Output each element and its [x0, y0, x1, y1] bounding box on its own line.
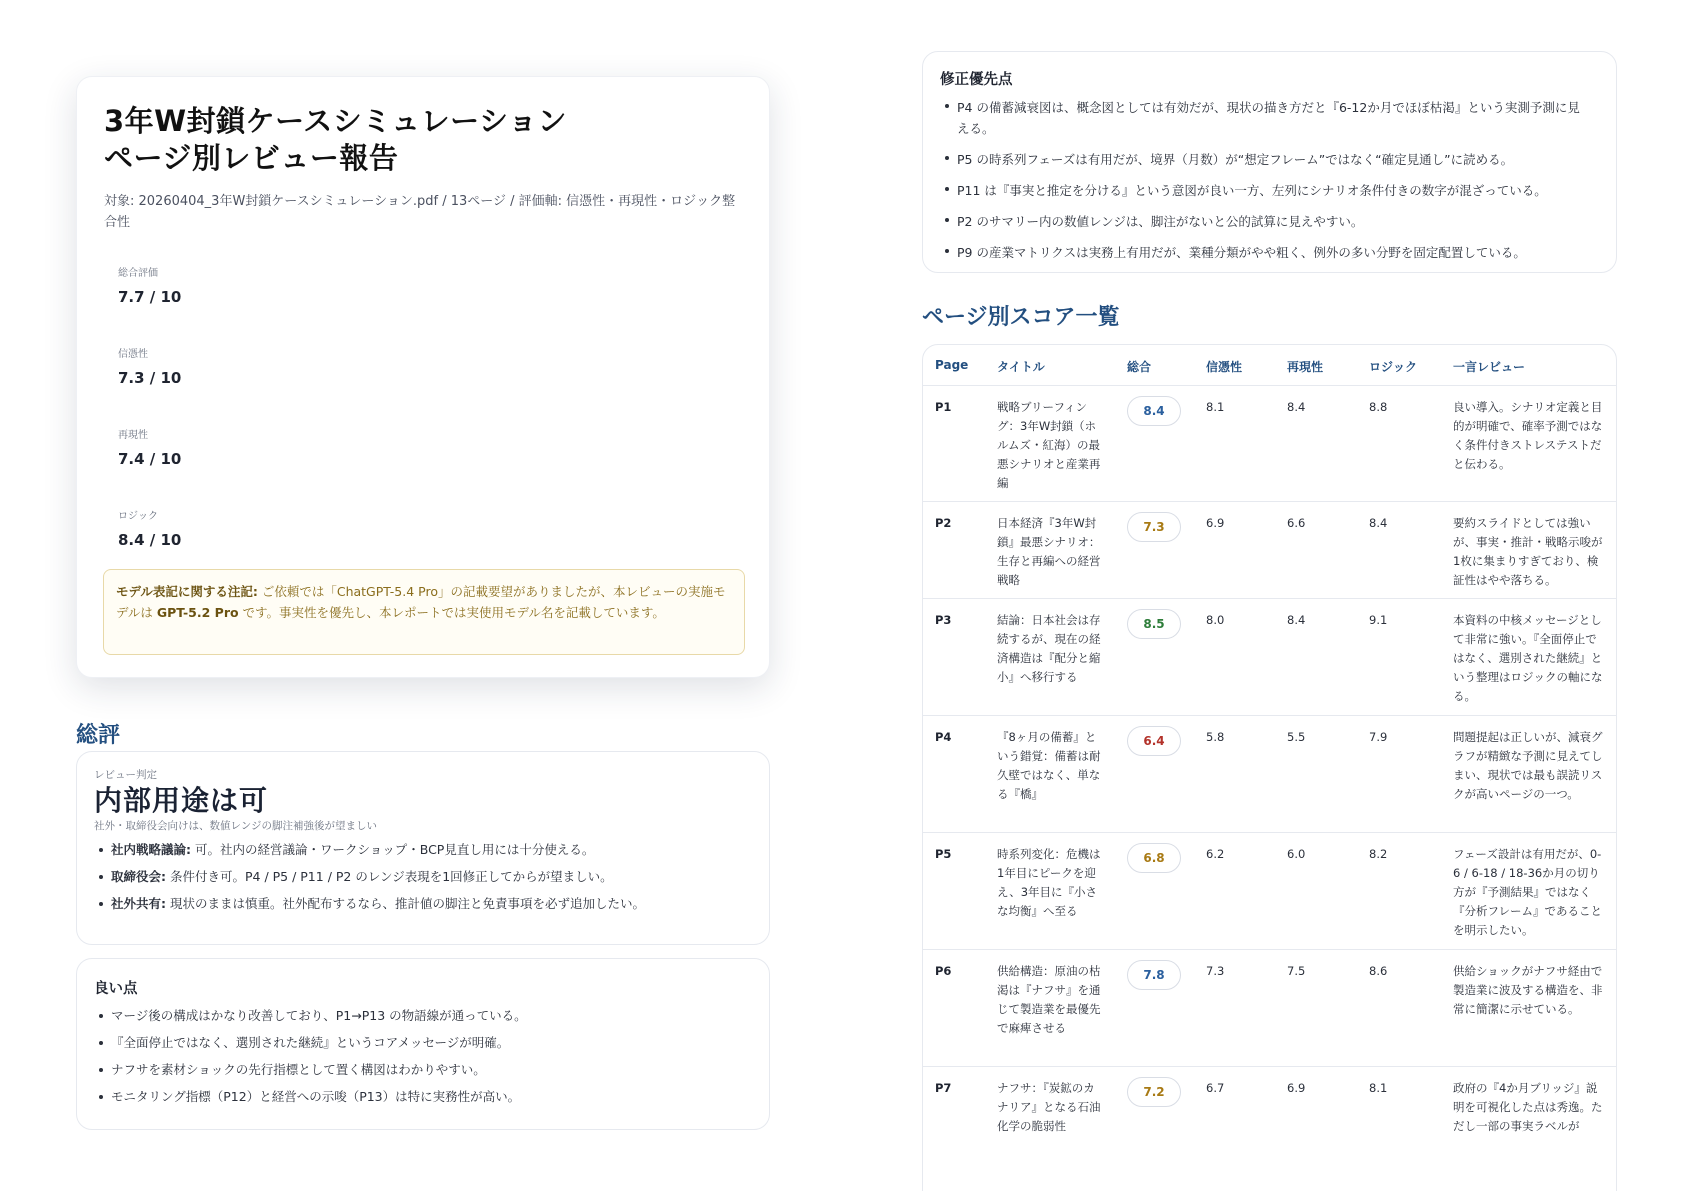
score-table-heading: ページ別スコア一覧 — [922, 305, 1120, 330]
report-title-card — [76, 76, 770, 678]
metric-label: ロジック — [118, 511, 158, 522]
list-item: P11 は『事実と推定を分ける』という意図が良い一方、左列にシナリオ条件付きの数字が混ざっている。 — [940, 180, 1599, 201]
cell-title: ナフサ：『炭鉱のカナリア』となる石油化学の脆弱性 — [997, 1081, 1101, 1133]
cell-credibility: 6.9 — [1206, 516, 1225, 530]
cell-page: P5 — [935, 847, 952, 861]
metric-overall — [118, 267, 742, 307]
table-row — [923, 502, 1616, 599]
cell-review: 本資料の中核メッセージとして非常に強い。『全面停止ではなく、選別された継続』という整理はロジックの軸になる。 — [1453, 613, 1603, 703]
verdict-label: レビュー判定 — [94, 769, 157, 781]
cell-logic: 7.9 — [1369, 730, 1388, 744]
cell-review: 良い導入。シナリオ定義と目的が明確で、確率予測ではなく条件付きストレステストだと伝わる。 — [1453, 400, 1603, 471]
col-review: 一言レビュー — [1453, 360, 1526, 374]
list-item — [94, 868, 752, 885]
col-reproducibility: 再現性 — [1287, 360, 1324, 374]
score-badge: 6.8 — [1127, 843, 1181, 873]
notice-text-a: ご依頼では「ChatGPT-5.4 Pro」の記載要望がありましたが、本レビューの実施モデルは — [116, 584, 726, 620]
cell-reproducibility: 8.4 — [1287, 400, 1306, 414]
cell-credibility: 5.8 — [1206, 730, 1225, 744]
good-points-card — [76, 958, 770, 1130]
table-row — [923, 950, 1616, 1067]
table-row — [923, 1067, 1616, 1191]
score-badge: 7.2 — [1127, 1077, 1181, 1107]
cell-review: 要約スライドとしては強いが、事実・推計・戦略示唆が1枚に集まりすぎており、検証性はやや落ちる。 — [1453, 516, 1603, 587]
metric-credibility — [118, 348, 742, 388]
cell-credibility: 6.7 — [1206, 1081, 1225, 1095]
item-bold: 取締役会: — [111, 869, 166, 884]
verdict-card — [76, 751, 770, 945]
cell-review: 問題提起は正しいが、減衰グラフが精緻な予測に見えてしまい、現状では最も誤読リスクが高いページの一つ。 — [1453, 730, 1603, 801]
cell-page: P3 — [935, 613, 952, 627]
score-badge: 7.3 — [1127, 512, 1181, 542]
col-overall: 総合 — [1127, 360, 1152, 374]
cell-page: P4 — [935, 730, 952, 744]
cell-title: 『8ヶ月の備蓄』という錯覚：備蓄は耐久壁ではなく、単なる『橋』 — [997, 730, 1101, 801]
cell-reproducibility: 8.4 — [1287, 613, 1306, 627]
cell-logic: 8.1 — [1369, 1081, 1388, 1095]
metric-value: 7.7 / 10 — [118, 288, 182, 306]
metric-reproducibility — [118, 429, 742, 469]
summary-heading: 総評 — [76, 723, 121, 748]
item-text: 可。社内の経営議論・ワークショップ・BCP見直し用には十分使える。 — [191, 842, 595, 857]
list-item: P4 の備蓄減衰図は、概念図としては有効だが、現状の描き方だと『6-12か月でほぼ枯渇』という実測予測に見える。 — [940, 97, 1599, 139]
cell-review: 供給ショックがナフサ経由で製造業に波及する構造を、非常に簡潔に示せている。 — [1453, 964, 1603, 1016]
item-bold: 社外共有: — [111, 896, 166, 911]
table-row — [923, 833, 1616, 950]
cell-title: 結論：日本社会は存続するが、現在の経済構造は『配分と縮小』へ移行する — [997, 613, 1101, 684]
col-credibility: 信憑性 — [1206, 360, 1243, 374]
cell-title: 時系列変化：危機は1年目にピークを迎え、3年目に『小さな均衡』へ至る — [997, 847, 1101, 918]
table-row — [923, 599, 1616, 716]
table-row — [923, 716, 1616, 833]
cell-logic: 8.2 — [1369, 847, 1388, 861]
report-title: 3年W封鎖ケースシミュレーション ページ別レビュー報告 — [104, 104, 567, 175]
cell-review: 政府の『4か月ブリッジ』説明を可視化した点は秀逸。ただし一部の事実ラベルが — [1453, 1081, 1603, 1133]
cell-reproducibility: 6.6 — [1287, 516, 1306, 530]
table-header — [923, 345, 1616, 386]
report-subtitle: 対象: 20260404_3年W封鎖ケースシミュレーション.pdf / 13ページ / 評価軸: 信憑性・再現性・ロジック整合性 — [104, 194, 736, 230]
cell-credibility: 7.3 — [1206, 964, 1225, 978]
list-item: マージ後の構成はかなり改善しており、P1→P13 の物語線が通っている。 — [94, 1007, 752, 1024]
item-text: 条件付き可。P4 / P5 / P11 / P2 のレンジ表現を1回修正してからが望ましい。 — [166, 869, 613, 884]
cell-logic: 8.4 — [1369, 516, 1388, 530]
col-logic: ロジック — [1369, 360, 1418, 374]
list-item: P5 の時系列フェーズは有用だが、境界（月数）が“想定フレーム”ではなく“確定見通し”に読める。 — [940, 149, 1599, 170]
list-item: ナフサを素材ショックの先行指標として置く構図はわかりやすい。 — [94, 1061, 752, 1078]
metric-value: 8.4 / 10 — [118, 531, 182, 549]
cell-title: 日本経済『3年W封鎖』最悪シナリオ：生存と再編への経営戦略 — [997, 516, 1101, 587]
verdict-text: 内部用途は可 — [94, 784, 269, 817]
metric-value: 7.3 / 10 — [118, 369, 182, 387]
verdict-subtext: 社外・取締役会向けは、数値レンジの脚注補強後が望ましい — [94, 820, 377, 832]
priority-card — [922, 51, 1617, 273]
metric-label: 信憑性 — [118, 349, 148, 360]
verdict-list — [94, 841, 752, 912]
cell-review: フェーズ設計は有用だが、0-6 / 6-18 / 18-36か月の切り方が『予測結果』ではなく『分析フレーム』であることを明示したい。 — [1453, 847, 1603, 937]
metric-logic — [118, 510, 742, 550]
metric-label: 総合評価 — [118, 268, 158, 279]
list-item — [94, 895, 752, 912]
good-points-heading: 良い点 — [94, 981, 138, 997]
good-points-list — [94, 1007, 752, 1105]
notice-lead: モデル表記に関する注記: — [116, 584, 258, 599]
metric-value: 7.4 / 10 — [118, 450, 182, 468]
cell-credibility: 8.1 — [1206, 400, 1225, 414]
score-table — [922, 344, 1617, 1191]
cell-credibility: 6.2 — [1206, 847, 1225, 861]
priority-heading: 修正優先点 — [940, 72, 1013, 88]
cell-page: P6 — [935, 964, 952, 978]
cell-title: 戦略ブリーフィング：3年W封鎖（ホルムズ・紅海）の最悪シナリオと産業再編 — [997, 400, 1101, 490]
cell-reproducibility: 7.5 — [1287, 964, 1306, 978]
cell-logic: 8.8 — [1369, 400, 1388, 414]
cell-logic: 9.1 — [1369, 613, 1388, 627]
list-item: 『全面停止ではなく、選別された継続』というコアメッセージが明確。 — [94, 1034, 752, 1051]
notice-model: GPT-5.2 Pro — [156, 605, 239, 620]
cell-title: 供給構造：原油の枯渇は『ナフサ』を通じて製造業を最優先で麻痺させる — [997, 964, 1101, 1035]
priority-list — [940, 97, 1599, 263]
item-text: 現状のままは慎重。社外配布するなら、推計値の脚注と免責事項を必ず追加したい。 — [166, 896, 645, 911]
score-badge: 8.4 — [1127, 396, 1181, 426]
col-title: タイトル — [997, 360, 1045, 374]
score-badge: 7.8 — [1127, 960, 1181, 990]
cell-page: P1 — [935, 400, 952, 414]
model-notice — [103, 569, 745, 655]
list-item: モニタリング指標（P12）と経営への示唆（P13）は特に実務性が高い。 — [94, 1088, 752, 1105]
col-page: Page — [935, 358, 969, 372]
cell-logic: 8.6 — [1369, 964, 1388, 978]
cell-page: P7 — [935, 1081, 952, 1095]
list-item: P2 のサマリー内の数値レンジは、脚注がないと公的試算に見えやすい。 — [940, 211, 1599, 232]
score-badge: 6.4 — [1127, 726, 1181, 756]
cell-credibility: 8.0 — [1206, 613, 1225, 627]
item-bold: 社内戦略議論: — [111, 842, 191, 857]
list-item: P9 の産業マトリクスは実務上有用だが、業種分類がやや粗く、例外の多い分野を固定配置している。 — [940, 242, 1599, 263]
cell-reproducibility: 5.5 — [1287, 730, 1306, 744]
cell-reproducibility: 6.0 — [1287, 847, 1306, 861]
score-badge: 8.5 — [1127, 609, 1181, 639]
notice-text-b: です。事実性を優先し、本レポートでは実使用モデル名を記載しています。 — [238, 605, 665, 620]
cell-reproducibility: 6.9 — [1287, 1081, 1306, 1095]
list-item — [94, 841, 752, 858]
cell-page: P2 — [935, 516, 952, 530]
table-row — [923, 386, 1616, 502]
metric-label: 再現性 — [118, 430, 148, 441]
